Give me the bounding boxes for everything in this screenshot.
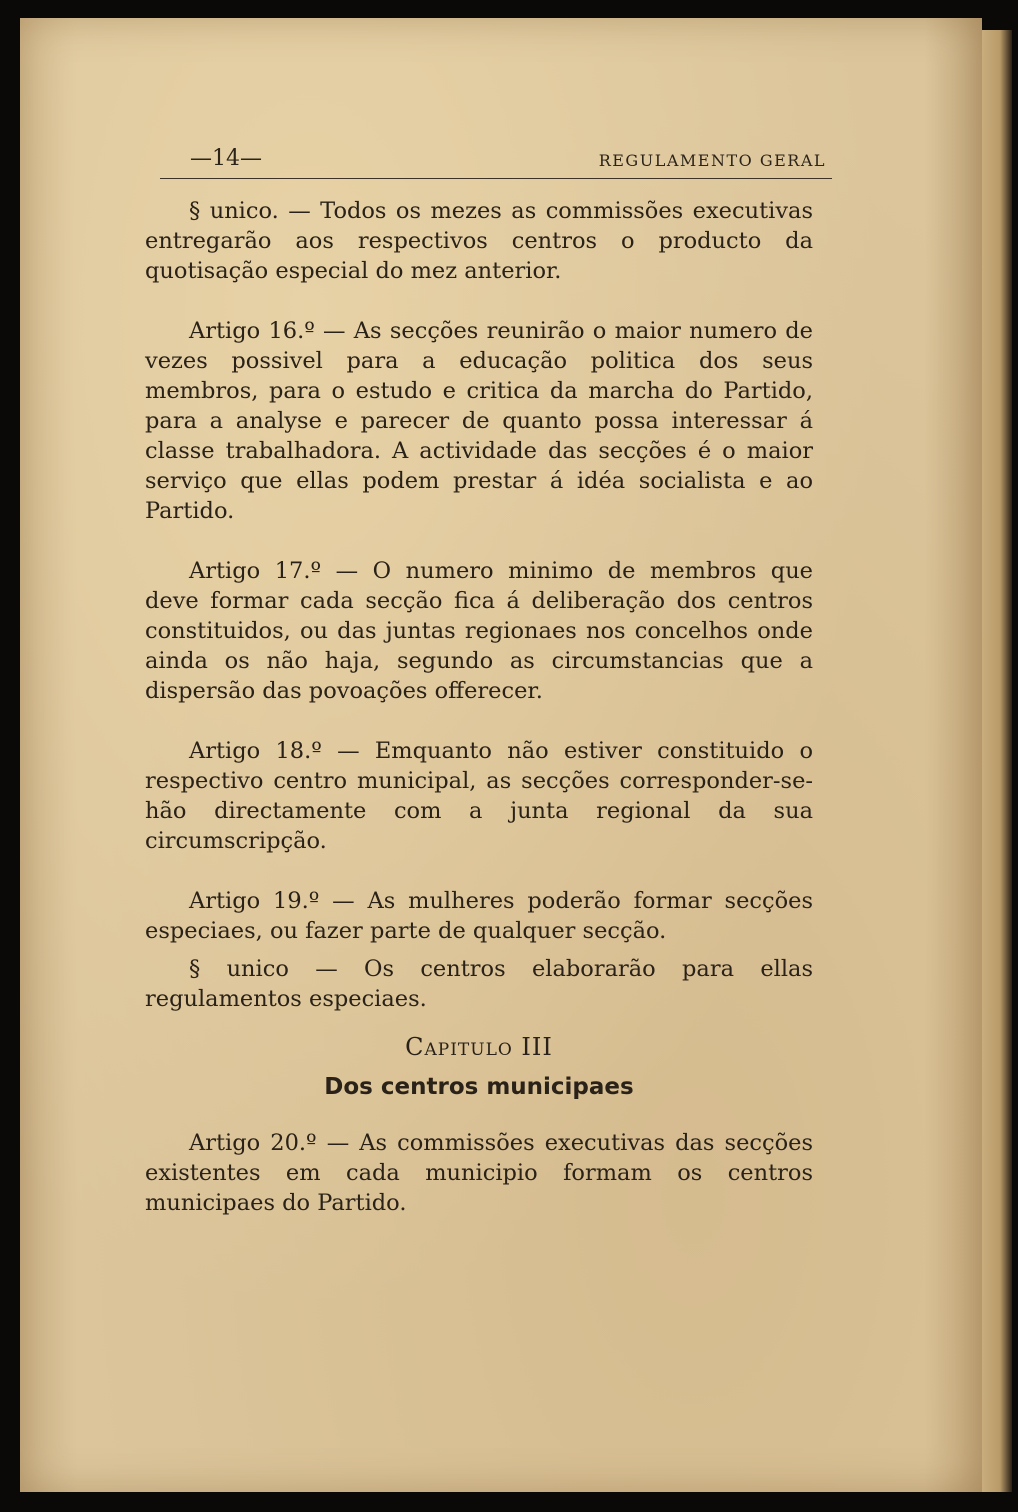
page-header	[160, 146, 832, 179]
running-title: REGULAMENTO GERAL	[598, 151, 826, 170]
section-title: Dos centros municipaes	[324, 1074, 634, 1100]
page-edge	[982, 30, 1012, 1492]
paragraph-artigo-20: Artigo 20.º — As commissões executivas das secções existentes em cada municipio formam os centros municipaes do Partido.	[145, 1130, 813, 1216]
paragraph-artigo-19: Artigo 19.º — As mulheres poderão formar secções especiaes, ou fazer parte de qualquer secção.	[145, 888, 813, 944]
paragraph-artigo-18: Artigo 18.º — Emquanto não estiver constituido o respectivo centro municipal, as secções corresponder-se-hão directamente com a junta regional da sua circumscripção.	[145, 738, 813, 854]
chapter-heading: Capitulo III	[405, 1033, 553, 1061]
paragraph-unico-1: § unico. — Todos os mezes as commissões executivas entregarão aos respectivos centros o producto da quotisação especial do mez anterior.	[145, 198, 813, 284]
paragraph-artigo-17: Artigo 17.º — O numero minimo de membros que deve formar cada secção fica á deliberação dos centros constituidos, ou das juntas regionaes nos concelhos onde ainda os não haja, segundo as circumstancias que a dispersão das povoações offerecer.	[145, 558, 813, 704]
paragraph-unico-2: § unico — Os centros elaborarão para ellas regulamentos especiaes.	[145, 956, 813, 1012]
paragraph-artigo-16: Artigo 16.º — As secções reunirão o maior numero de vezes possivel para a educação politica dos seus membros, para o estudo e critica da marcha do Partido, para a analyse e parecer de quanto possa interessar á classe trabalhadora. A actividade das secções é o maior serviço que ellas podem prestar á idéa socialista e ao Partido.	[145, 318, 813, 524]
page-number: —14—	[190, 146, 262, 171]
body-text	[145, 196, 813, 1218]
